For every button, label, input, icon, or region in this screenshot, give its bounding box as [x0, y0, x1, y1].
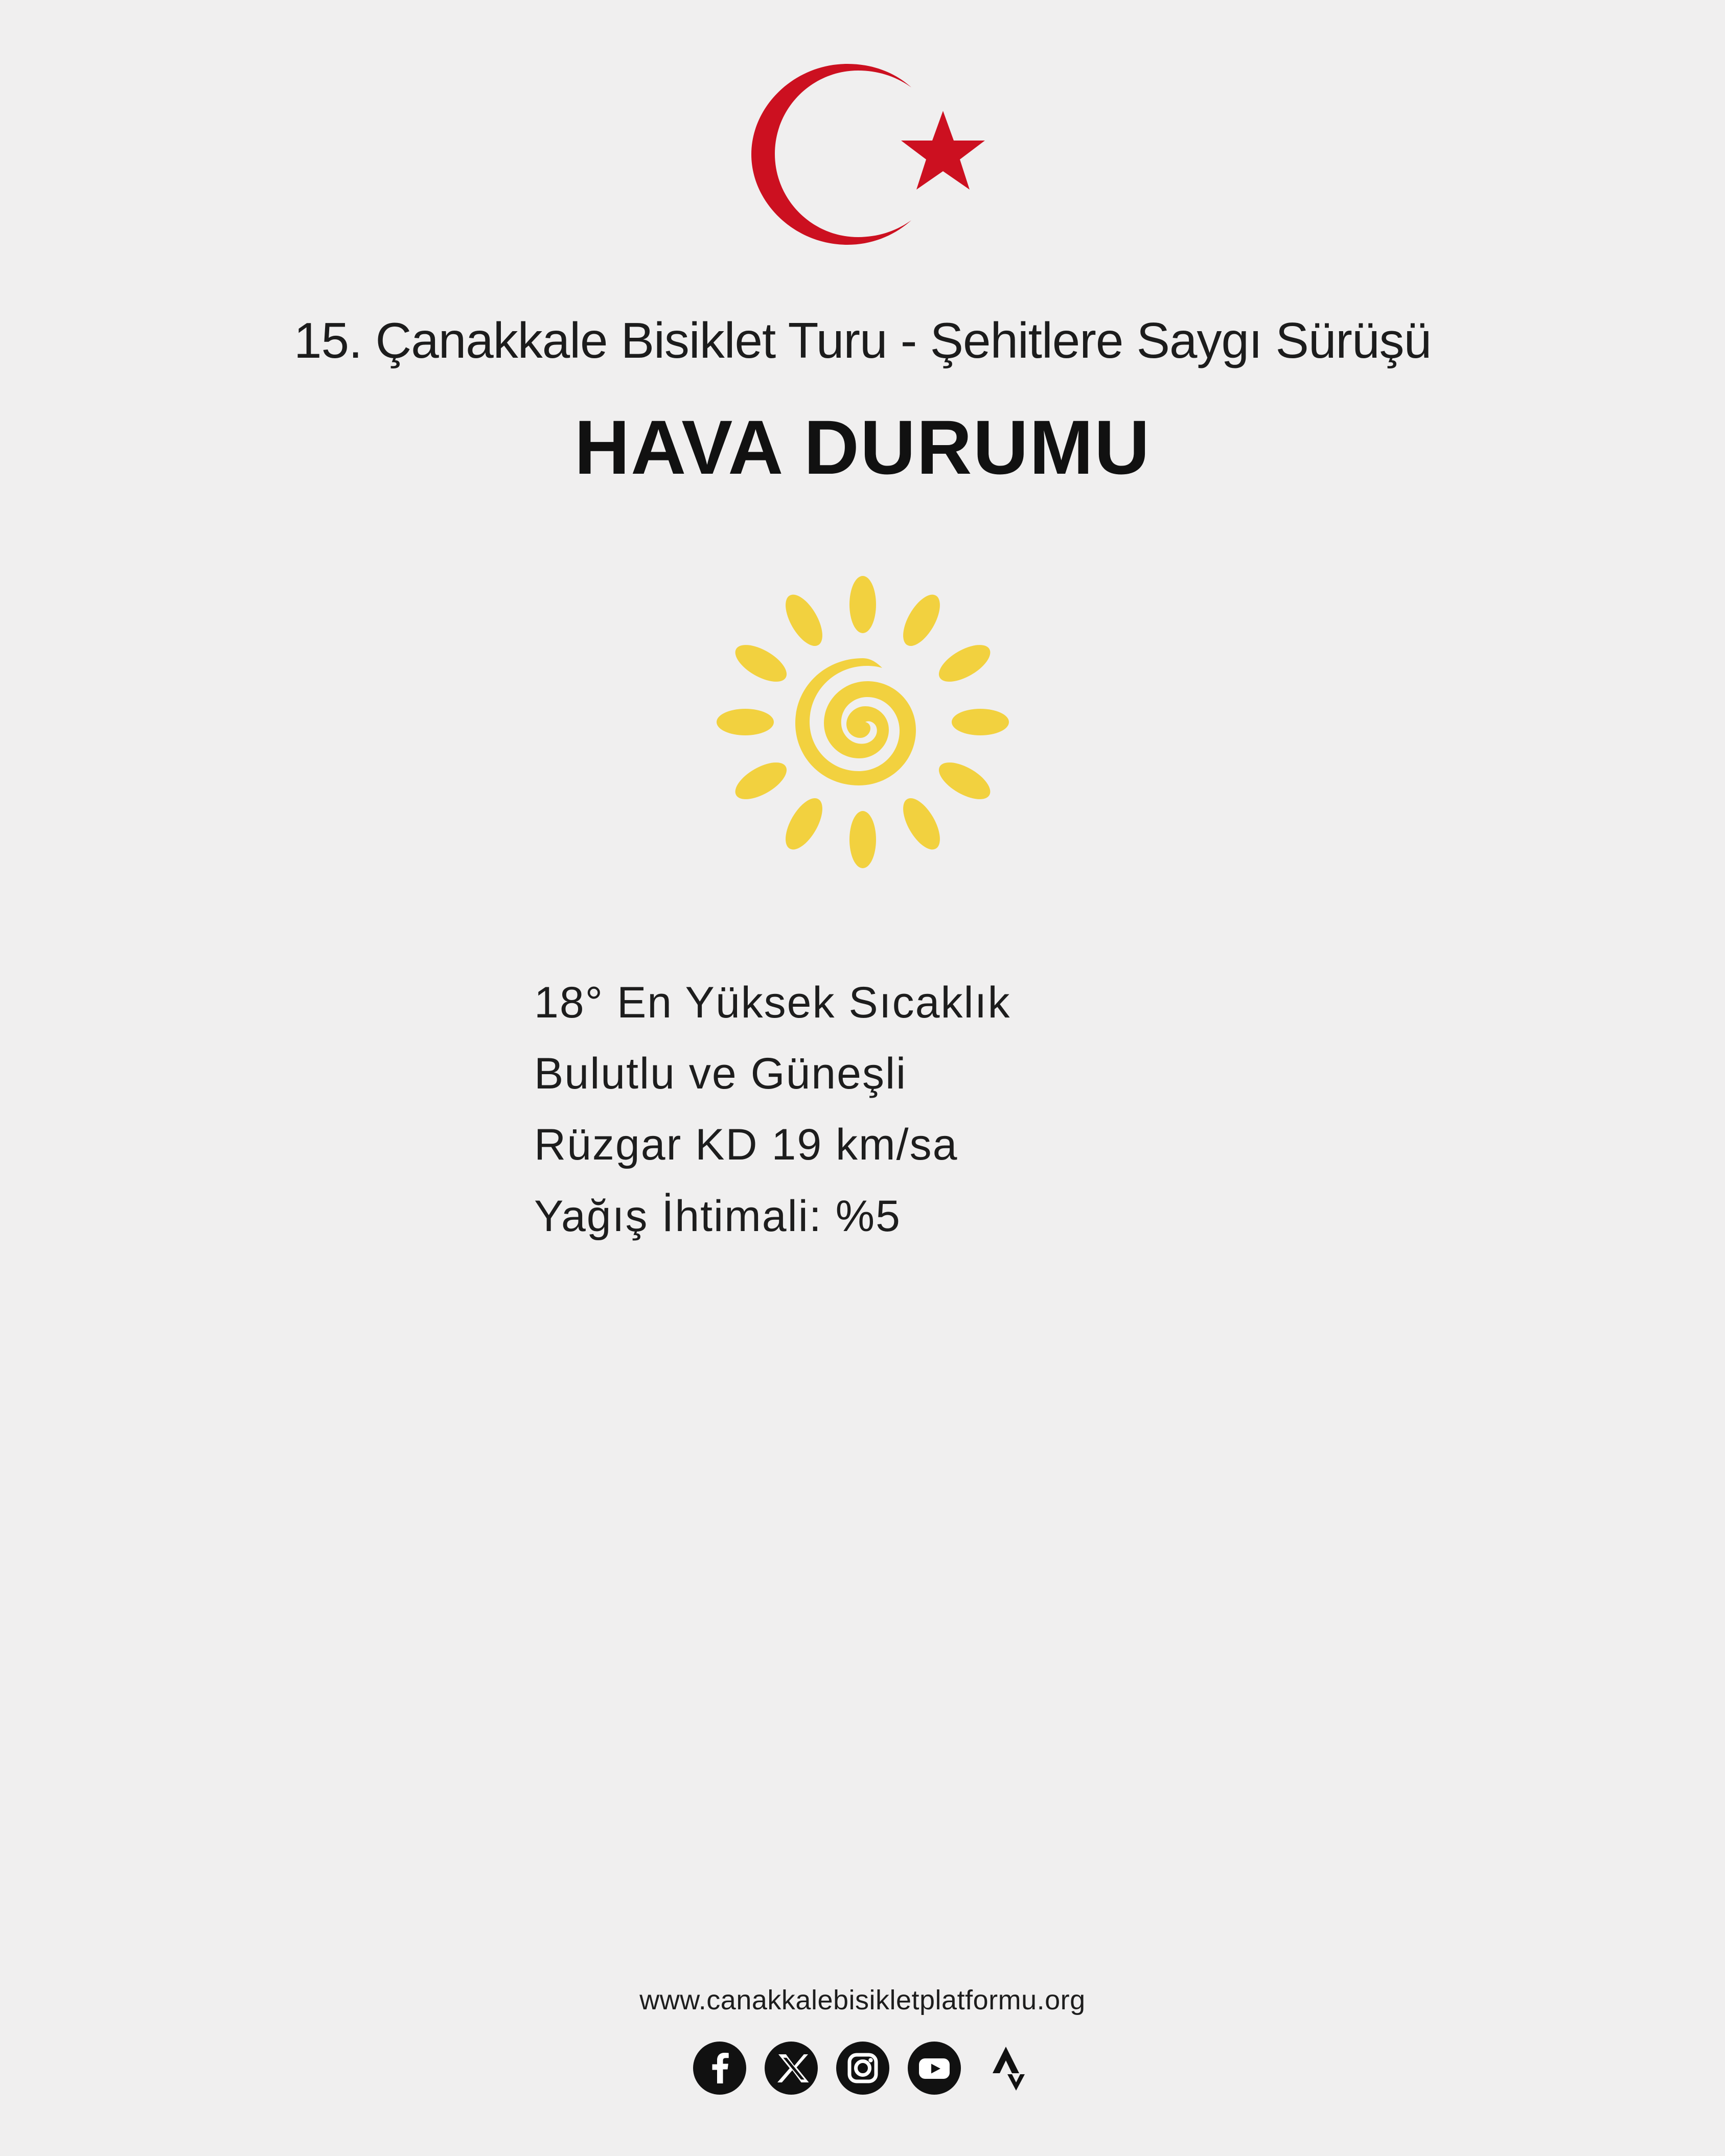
event-title: 15. Çanakkale Bisiklet Turu - Şehitlere Saygı Sürüşü — [294, 312, 1431, 368]
sun-icon — [704, 569, 1021, 875]
instagram-icon[interactable] — [836, 2042, 889, 2095]
x-twitter-icon[interactable] — [765, 2042, 818, 2095]
youtube-icon[interactable] — [908, 2042, 961, 2095]
weather-details — [0, 967, 1725, 1252]
social-links — [693, 2042, 1032, 2095]
website-link[interactable]: www.canakkalebisikletplatformu.org — [639, 1985, 1086, 2015]
turkish-flag-crescent-star-icon — [694, 46, 1031, 261]
strava-icon[interactable] — [979, 2042, 1032, 2095]
weather-detail-precipitation: Yağış İhtimali: %5 — [534, 1191, 901, 1241]
weather-detail-temperature: 18° En Yüksek Sıcaklık — [534, 978, 1011, 1027]
footer — [0, 1984, 1725, 2095]
weather-detail-conditions: Bulutlu ve Güneşli — [534, 1049, 907, 1098]
weather-detail-wind: Rüzgar KD 19 km/sa — [534, 1120, 958, 1170]
facebook-icon[interactable] — [693, 2042, 746, 2095]
page-title: HAVA DURUMU — [574, 404, 1151, 490]
